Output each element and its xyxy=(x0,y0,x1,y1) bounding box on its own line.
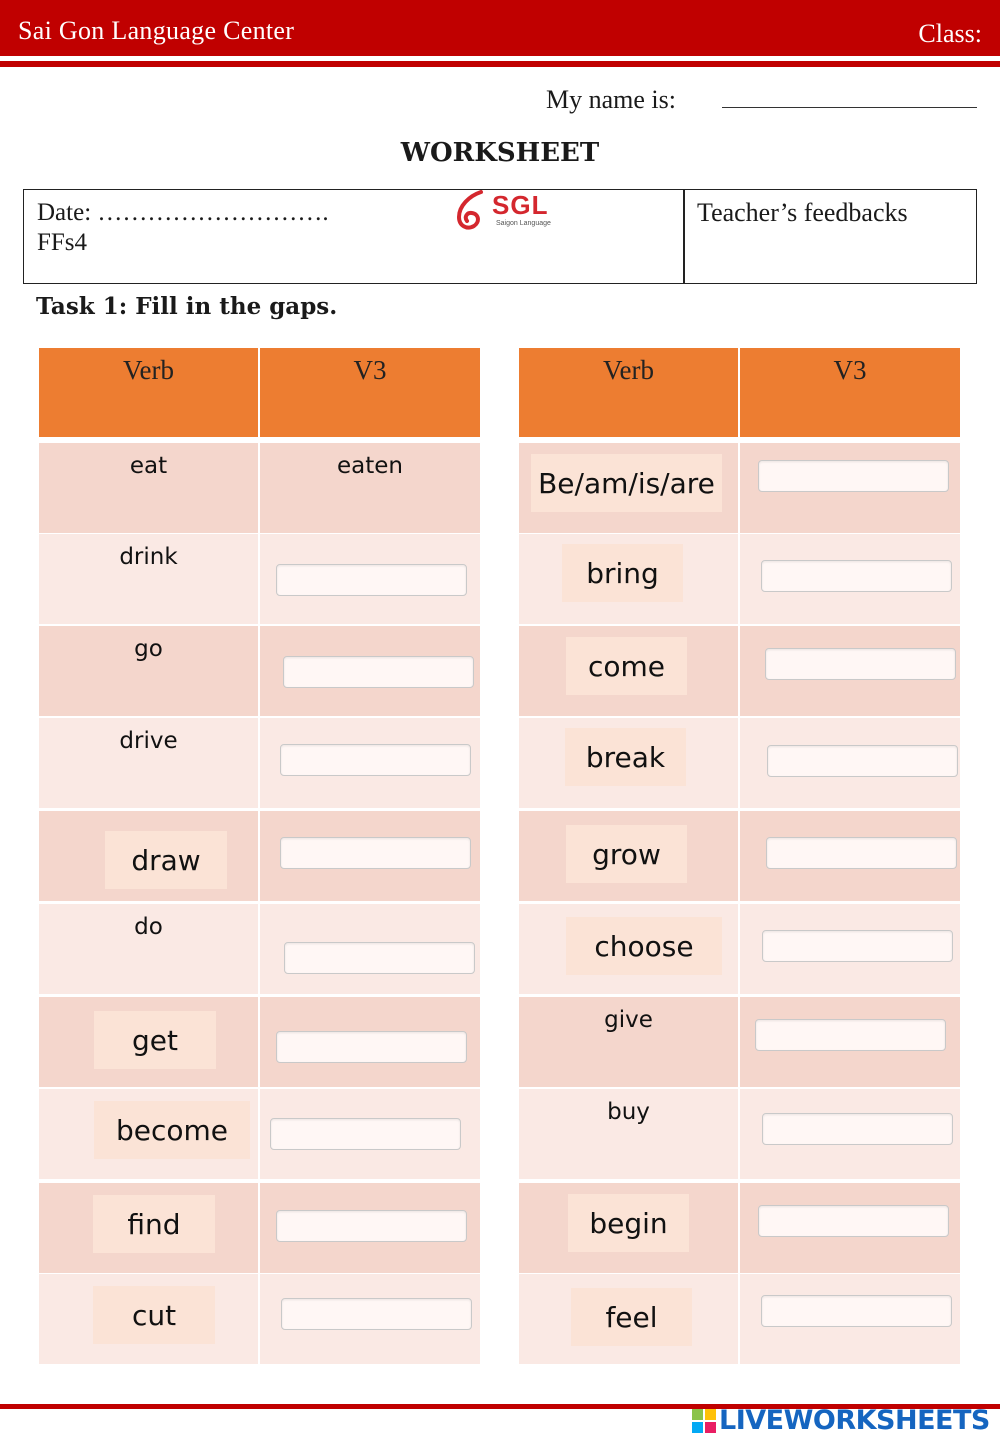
verb-word: drink xyxy=(119,544,178,570)
header-cell-v3 xyxy=(740,348,960,437)
header-text: V3 xyxy=(833,355,867,385)
v3-word: eaten xyxy=(337,453,403,479)
verb-cell xyxy=(519,626,738,716)
v3-answer-input[interactable] xyxy=(765,648,956,680)
verb-cell xyxy=(39,811,258,901)
v3-answer-input[interactable] xyxy=(766,837,957,869)
verb-cell xyxy=(519,534,738,624)
v3-answer-input[interactable] xyxy=(280,744,471,776)
verb-cell xyxy=(519,718,738,808)
verb-word: begin xyxy=(568,1194,689,1252)
task-title: Task 1: Fill in the gaps. xyxy=(36,293,338,320)
header-text: Verb xyxy=(123,355,174,385)
verb-word: feel xyxy=(571,1288,692,1346)
v3-answer-input[interactable] xyxy=(761,560,952,592)
v3-answer-input[interactable] xyxy=(767,745,958,777)
verb-word: cut xyxy=(93,1286,215,1344)
v3-answer-input[interactable] xyxy=(280,837,471,869)
v3-answer-input[interactable] xyxy=(276,564,467,596)
v3-answer-input[interactable] xyxy=(270,1118,461,1150)
teacher-feedback-label: Teacher’s feedbacks xyxy=(697,198,908,227)
v3-answer-input[interactable] xyxy=(758,460,949,492)
worksheet-title: WORKSHEET xyxy=(400,138,600,168)
verb-cell xyxy=(519,1183,738,1273)
verb-word: eat xyxy=(129,453,168,479)
verb-cell xyxy=(39,904,258,994)
center-name: Sai Gon Language Center xyxy=(18,16,295,45)
verb-cell xyxy=(39,443,258,533)
info-divider xyxy=(683,189,685,284)
v3-answer-input[interactable] xyxy=(283,656,474,688)
header-cell-verb xyxy=(39,348,258,437)
verb-cell xyxy=(39,534,258,624)
verb-word: buy xyxy=(607,1099,650,1125)
verb-word: come xyxy=(566,637,687,695)
verb-cell xyxy=(519,904,738,994)
v3-answer-input[interactable] xyxy=(284,942,475,974)
verb-word: Be/am/is/are xyxy=(531,454,722,512)
verb-cell xyxy=(39,626,258,716)
verb-word: choose xyxy=(566,917,722,975)
verb-word: go xyxy=(134,636,163,662)
header-rule xyxy=(0,61,1000,67)
verb-cell xyxy=(519,811,738,901)
class-label: Class: xyxy=(918,19,982,48)
liveworksheets-text: LIVEWORKSHEETS xyxy=(719,1405,990,1436)
verb-word: become xyxy=(94,1101,250,1159)
name-line xyxy=(722,107,977,108)
logo-subtext: Saigon Language xyxy=(496,220,551,227)
sgl-swirl-icon xyxy=(455,190,491,232)
verb-cell xyxy=(519,1089,738,1179)
verb-word: draw xyxy=(105,831,227,889)
sgl-logo xyxy=(455,190,565,232)
liveworksheets-grid-icon xyxy=(692,1409,716,1433)
v3-answer-input[interactable] xyxy=(276,1210,467,1242)
verb-cell xyxy=(519,997,738,1087)
header-text: V3 xyxy=(353,355,387,385)
verb-word: do xyxy=(134,914,163,940)
verb-cell xyxy=(39,1183,258,1273)
verb-cell xyxy=(39,1089,258,1179)
v3-answer-input[interactable] xyxy=(758,1205,949,1237)
header-text: Verb xyxy=(603,355,654,385)
logo-text: SGL xyxy=(492,190,549,220)
header-cell-v3 xyxy=(260,348,480,437)
verb-word: find xyxy=(93,1195,215,1253)
v3-answer-input[interactable] xyxy=(276,1031,467,1063)
verb-word: break xyxy=(565,728,686,786)
verb-word: grow xyxy=(566,825,687,883)
v3-answer-input[interactable] xyxy=(281,1298,472,1330)
verb-word: bring xyxy=(562,544,683,602)
verb-word: drive xyxy=(119,728,178,754)
class-code: FFs4 xyxy=(37,229,88,256)
v3-cell xyxy=(260,443,480,533)
v3-answer-input[interactable] xyxy=(762,930,953,962)
v3-answer-input[interactable] xyxy=(761,1295,952,1327)
verb-cell xyxy=(39,1274,258,1364)
verb-cell xyxy=(39,997,258,1087)
verb-cell xyxy=(519,443,738,533)
v3-answer-input[interactable] xyxy=(762,1113,953,1145)
date-label: Date: ………………………. xyxy=(37,199,329,226)
verb-cell xyxy=(519,1274,738,1364)
name-label: My name is: xyxy=(546,85,676,114)
header-cell-verb xyxy=(519,348,738,437)
verb-cell xyxy=(39,718,258,808)
verb-word: get xyxy=(94,1011,216,1069)
v3-answer-input[interactable] xyxy=(755,1019,946,1051)
verb-word: give xyxy=(604,1007,653,1033)
